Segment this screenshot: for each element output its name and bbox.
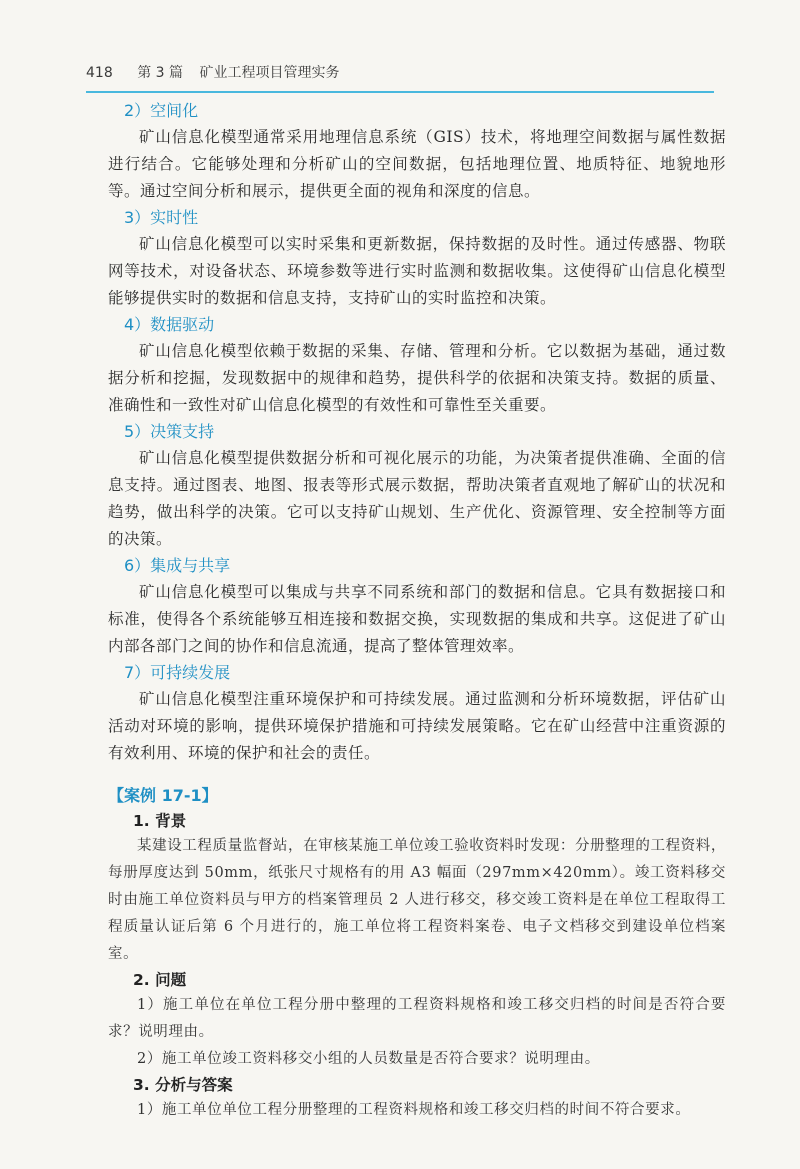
page-content	[108, 98, 726, 1124]
case-question-2: 2）施工单位竣工资料移交小组的人员数量是否符合要求？说明理由。	[137, 1051, 600, 1067]
section-text-spatial: 矿山信息化模型通常采用地理信息系统（GIS）技术，将地理空间数据与属性数据进行结合。它能够处理和分析矿山的空间数据，包括地理位置、地质特征、地貌地形等。通过空间分析和展示，提供更全面的视角和深度的信息。	[108, 128, 726, 200]
part-label: 第 3 篇	[137, 65, 183, 81]
book-title: 矿业工程项目管理实务	[199, 65, 340, 81]
section-heading-decision: 5）决策支持	[124, 422, 215, 441]
section-heading-sustainability: 7）可持续发展	[124, 663, 231, 682]
case-tag: 【案例 17-1】	[108, 786, 218, 805]
case-question-1: 1）施工单位在单位工程分册中整理的工程资料规格和竣工移交归档的时间是否符合要求？说明理由。	[108, 997, 726, 1040]
case-questions-title: 2. 问题	[133, 971, 187, 989]
case-answer-1: 1）施工单位单位工程分册整理的工程资料规格和竣工移交归档的时间不符合要求。	[137, 1102, 691, 1118]
page-number: 418	[86, 65, 113, 81]
section-text-realtime: 矿山信息化模型可以实时采集和更新数据，保持数据的及时性。通过传感器、物联网等技术，对设备状态、环境参数等进行实时监测和数据收集。这使得矿山信息化模型能够提供实时的数据和信息支持，支持矿山的实时监控和决策。	[108, 235, 726, 307]
section-heading-spatial: 2）空间化	[124, 101, 199, 120]
section-heading-realtime: 3）实时性	[124, 208, 199, 227]
section-heading-data-driven: 4）数据驱动	[124, 315, 215, 334]
case-background-text: 某建设工程质量监督站，在审核某施工单位竣工验收资料时发现：分册整理的工程资料，每册厚度达到 50mm，纸张尺寸规格有的用 A3 幅面（297mm×420mm）。竣工资料移交时由施工单位资料员与甲方的档案管理员 2 人进行移交，移交竣工资料是在单位工程取得工程质量认证后第 6 个月进行的，施工单位将工程资料案卷、电子文档移交到建设单位档案室。	[108, 838, 726, 962]
section-text-data-driven: 矿山信息化模型依赖于数据的采集、存储、管理和分析。它以数据为基础，通过数据分析和挖掘，发现数据中的规律和趋势，提供科学的依据和决策支持。数据的质量、准确性和一致性对矿山信息化模型的有效性和可靠性至关重要。	[108, 342, 726, 414]
section-text-sustainability: 矿山信息化模型注重环境保护和可持续发展。通过监测和分析环境数据，评估矿山活动对环境的影响，提供环境保护措施和可持续发展策略。它在矿山经营中注重资源的有效利用、环境的保护和社会的责任。	[108, 690, 726, 762]
case-answers-title: 3. 分析与答案	[133, 1076, 233, 1094]
header-rule	[86, 91, 714, 93]
running-header	[86, 62, 714, 88]
section-text-integration: 矿山信息化模型可以集成与共享不同系统和部门的数据和信息。它具有数据接口和标准，使得各个系统能够互相连接和数据交换，实现数据的集成和共享。这促进了矿山内部各部门之间的协作和信息流通，提高了整体管理效率。	[108, 583, 726, 655]
section-heading-integration: 6）集成与共享	[124, 556, 231, 575]
case-background-title: 1. 背景	[133, 812, 187, 830]
section-text-decision: 矿山信息化模型提供数据分析和可视化展示的功能，为决策者提供准确、全面的信息支持。通过图表、地图、报表等形式展示数据，帮助决策者直观地了解矿山的状况和趋势，做出科学的决策。它可以支持矿山规划、生产优化、资源管理、安全控制等方面的决策。	[108, 449, 726, 548]
